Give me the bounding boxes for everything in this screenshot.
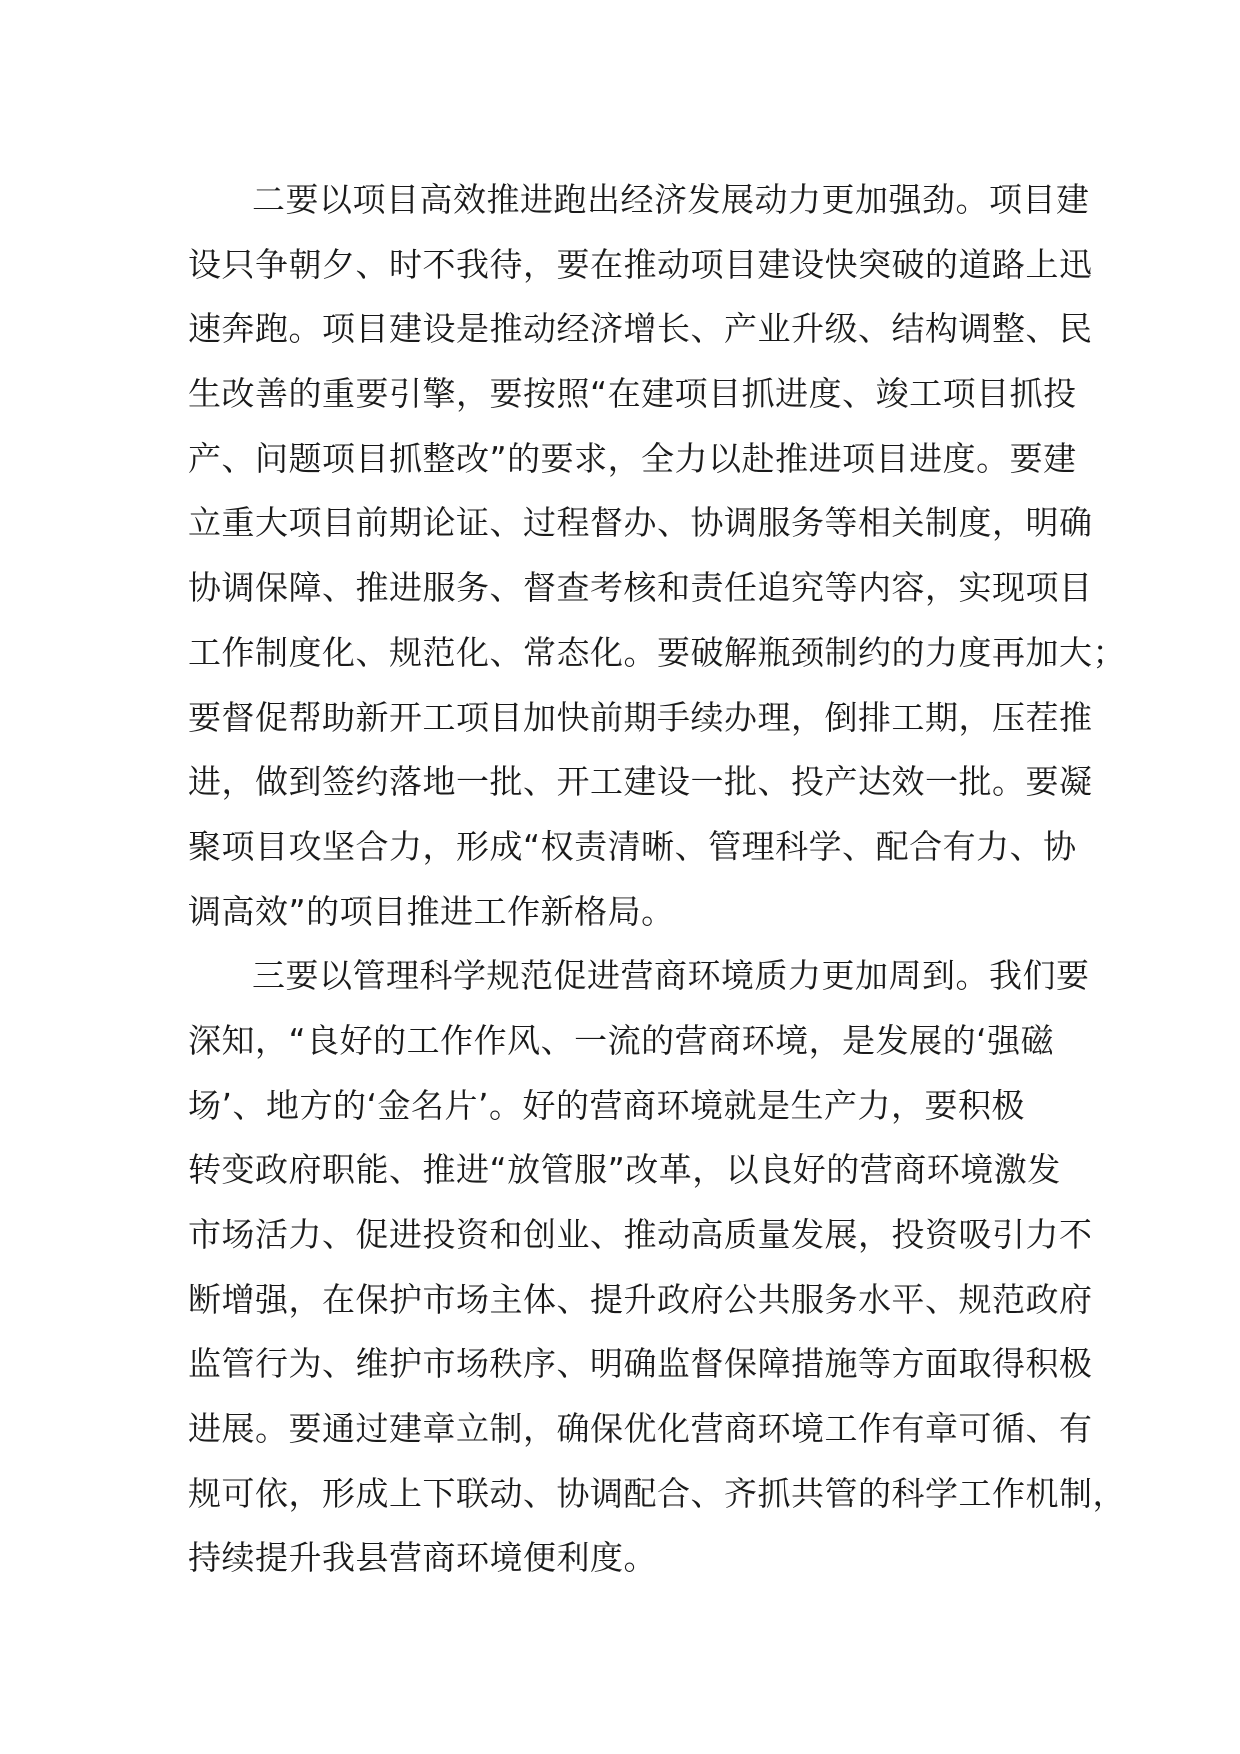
text-line: 规可依，形成上下联动、协调配合、齐抓共管的科学工作机制， xyxy=(188,1473,1126,1513)
text-line: 三要以管理科学规范促进营商环境质力更加周到。我们要 xyxy=(252,956,1090,996)
text-line: 速奔跑。项目建设是推动经济增长、产业升级、结构调整、民 xyxy=(188,309,1093,349)
text-line: 要督促帮助新开工项目加快前期手续办理，倒排工期，压茬推 xyxy=(188,697,1093,737)
text-line: 设只争朝夕、时不我待，要在推动项目建设快突破的道路上迅 xyxy=(188,244,1093,284)
text-line: 市场活力、促进投资和创业、推动高质量发展，投资吸引力不 xyxy=(188,1215,1093,1254)
text-line: 深知，“良好的工作作风、一流的营商环境，是发展的‘强磁 xyxy=(188,1020,1055,1060)
text-line: 聚项目攻坚合力，形成“权责清晰、管理科学、配合有力、协 xyxy=(188,826,1077,866)
text-line: 立重大项目前期论证、过程督办、协调服务等相关制度，明确 xyxy=(188,503,1093,543)
text-line: 调高效”的项目推进工作新格局。 xyxy=(188,891,675,931)
text-line: 转变政府职能、推进“放管服”改革，以良好的营商环境激发 xyxy=(188,1150,1061,1190)
text-line: 生改善的重要引擎，要按照“在建项目抓进度、竣工项目抓投 xyxy=(188,374,1077,414)
text-line: 协调保障、推进服务、督查考核和责任追究等内容，实现项目 xyxy=(188,568,1093,608)
text-line: 进，做到签约落地一批、开工建设一批、投产达效一批。要凝 xyxy=(188,762,1093,802)
text-line: 产、问题项目抓整改”的要求，全力以赴推进项目进度。要建 xyxy=(188,438,1077,478)
text-line: 工作制度化、规范化、常态化。要破解瓶颈制约的力度再加大； xyxy=(188,632,1126,672)
text-line: 监管行为、维护市场秩序、明确监督保障措施等方面取得积极 xyxy=(188,1344,1093,1384)
text-line: 场’、地方的‘金名片’。好的营商环境就是生产力，要积极 xyxy=(188,1085,1025,1125)
text-line: 持续提升我县营商环境便利度。 xyxy=(188,1538,657,1578)
text-line: 进展。要通过建章立制，确保优化营商环境工作有章可循、有 xyxy=(188,1409,1093,1449)
paragraph-business-environment xyxy=(188,944,1126,1591)
document-body xyxy=(188,168,1126,1591)
text-line: 断增强，在保护市场主体、提升政府公共服务水平、规范政府 xyxy=(188,1279,1093,1319)
text-line: 二要以项目高效推进跑出经济发展动力更加强劲。项目建 xyxy=(252,180,1090,219)
paragraph-project-construction xyxy=(188,168,1126,944)
